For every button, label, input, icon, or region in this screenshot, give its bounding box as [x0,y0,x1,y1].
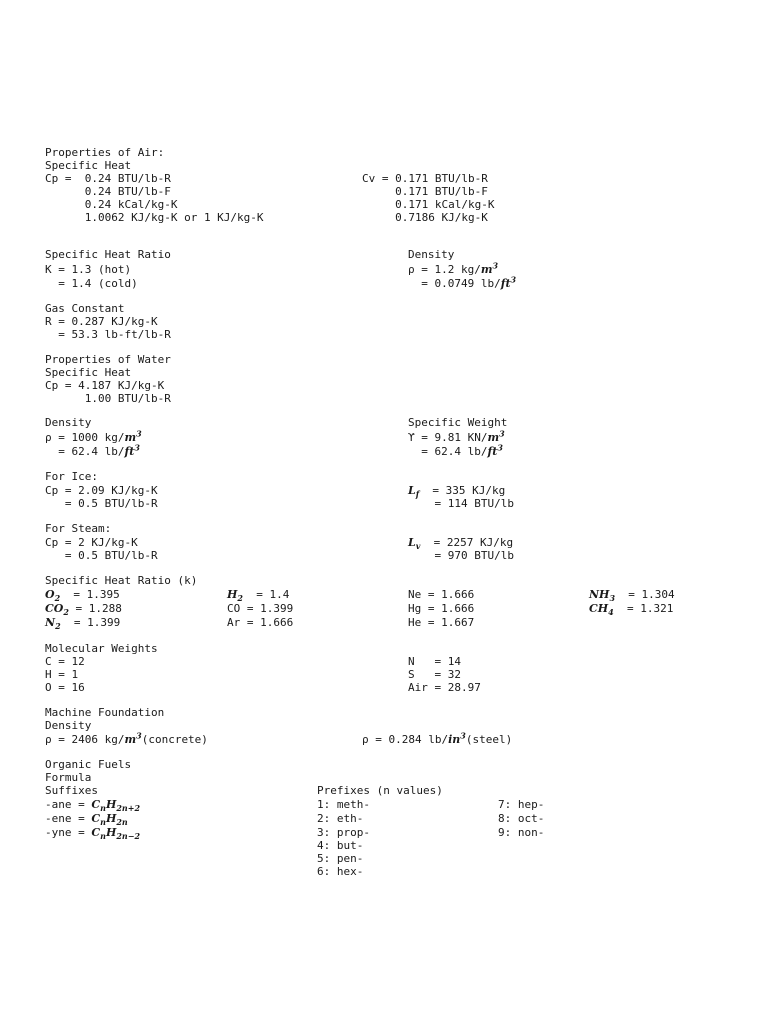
molecular-air: Air = 28.97 [408,681,481,694]
prefix-9: 9: non- [498,826,545,839]
air-density-heading: Density [408,248,455,261]
air-cp-2: 0.24 BTU/lb-F [45,185,171,198]
air-ratio-cold: = 1.4 (cold) [45,277,138,290]
steam-latent-1: $L_v = 2257$ KJ/kg [408,536,514,552]
water-heading: Properties of Water [45,353,171,366]
steam-cp-2: = 0.5 BTU/lb-R [45,549,158,562]
ratio-ch4: $CH_4 = 1.321$ [589,602,674,618]
air-cv-1: Cv = 0.171 BTU/lb-R [362,172,488,185]
prefix-4: 4: but- [317,839,364,852]
air-cp-1: Cp = 0.24 BTU/lb-R [45,172,171,185]
air-cv-3: 0.171 kCal/kg-K [362,198,495,211]
foundation-concrete: ρ = 2406 $kg/m^3(concrete)$ [45,730,208,746]
steam-cp-1: Cp = 2 KJ/kg-K [45,536,138,549]
air-ratio-heading: Specific Heat Ratio [45,248,171,261]
ice-heading: For Ice: [45,470,98,483]
water-weight-heading: Specific Weight [408,416,508,429]
prefix-3: 3: prop- [317,826,370,839]
prefix-5: 5: pen- [317,852,364,865]
ratio-co2: $CO_2 = 1.288$ [45,602,122,618]
prefixes-heading: Prefixes (n values) [317,784,443,797]
air-ratio-hot: K = 1.3 (hot) [45,263,132,276]
water-cp-2: 1.00 BTU/lb-R [45,392,171,405]
molecular-h: H = 1 [45,668,79,681]
steam-heading: For Steam: [45,522,112,535]
prefix-7: 7: hep- [498,798,545,811]
air-cv-4: 0.7186 KJ/kg-K [362,211,488,224]
ratio-h2: $H_2 = 1.4$ [227,588,290,604]
foundation-heading: Machine Foundation [45,706,165,719]
gas-constant-heading: Gas Constant [45,302,125,315]
water-density-1: ρ = 1000 $kg/m^3$ [45,428,142,444]
prefix-1: 1: meth- [317,798,370,811]
ratio-nh3: $NH_3 = 1.304$ [589,588,675,604]
fuels-formula-label: Formula [45,771,92,784]
ice-latent-2: = 114 BTU/lb [408,497,514,510]
water-density-heading: Density [45,416,92,429]
air-specific-heat-label: Specific Heat [45,159,132,172]
prefix-8: 8: oct- [498,812,545,825]
molecular-heading: Molecular Weights [45,642,158,655]
suffix-ane: $-ane = C_nH_{2n+2}$ [45,798,141,814]
ice-cp-1: Cp = 2.09 KJ/kg-K [45,484,158,497]
ratio-hg: Hg = 1.666 [408,602,475,615]
air-cp-3: 0.24 kCal/kg-K [45,198,178,211]
foundation-steel: ρ = 0.284 $lb/in^3(steel)$ [362,730,513,746]
prefix-6: 6: hex- [317,865,364,878]
suffix-yne: $-yne = C_nH_{2n-2}$ [45,826,141,842]
water-density-2: = 62.4 $lb/ft^3$ [45,442,140,458]
molecular-s: S = 32 [408,668,461,681]
ratio-n2: $N_2 = 1.399$ [45,616,121,632]
water-specific-heat-label: Specific Heat [45,366,132,379]
ratio-co: CO = 1.399 [227,602,294,615]
ice-cp-2: = 0.5 BTU/lb-R [45,497,158,510]
ratio-ne: Ne = 1.666 [408,588,475,601]
air-cv-2: 0.171 BTU/lb-F [362,185,488,198]
air-density-1: ρ = 1.2 $kg/m^3$ [408,260,499,276]
water-weight-2: = 62.4 $lb/ft^3$ [408,442,503,458]
molecular-c: C = 12 [45,655,85,668]
ratio-he: He = 1.667 [408,616,475,629]
water-weight-1: ϒ = 9.81 $KN/m^3$ [408,428,505,444]
prefix-2: 2: eth- [317,812,364,825]
air-heading: Properties of Air: [45,146,165,159]
fuels-suffixes-heading: Suffixes [45,784,98,797]
foundation-density-label: Density [45,719,92,732]
suffix-ene: $-ene = C_nH_{2n}$ [45,812,128,828]
gas-constant-2: = 53.3 lb-ft/lb-R [45,328,171,341]
gas-constant-1: R = 0.287 KJ/kg-K [45,315,158,328]
ice-latent-1: $L_f = 335$ KJ/kg [408,484,506,500]
molecular-o: O = 16 [45,681,85,694]
steam-latent-2: = 970 BTU/lb [408,549,514,562]
ratio-k-heading: Specific Heat Ratio (k) [45,574,198,587]
water-cp-1: Cp = 4.187 KJ/kg-K [45,379,165,392]
air-density-2: = 0.0749 $lb/ft^3$ [408,274,517,290]
molecular-n: N = 14 [408,655,461,668]
air-cp-4: 1.0062 KJ/kg-K or 1 KJ/kg-K [45,211,264,224]
ratio-ar: Ar = 1.666 [227,616,294,629]
fuels-heading: Organic Fuels [45,758,132,771]
ratio-o2: $O_2 = 1.395$ [45,588,120,604]
